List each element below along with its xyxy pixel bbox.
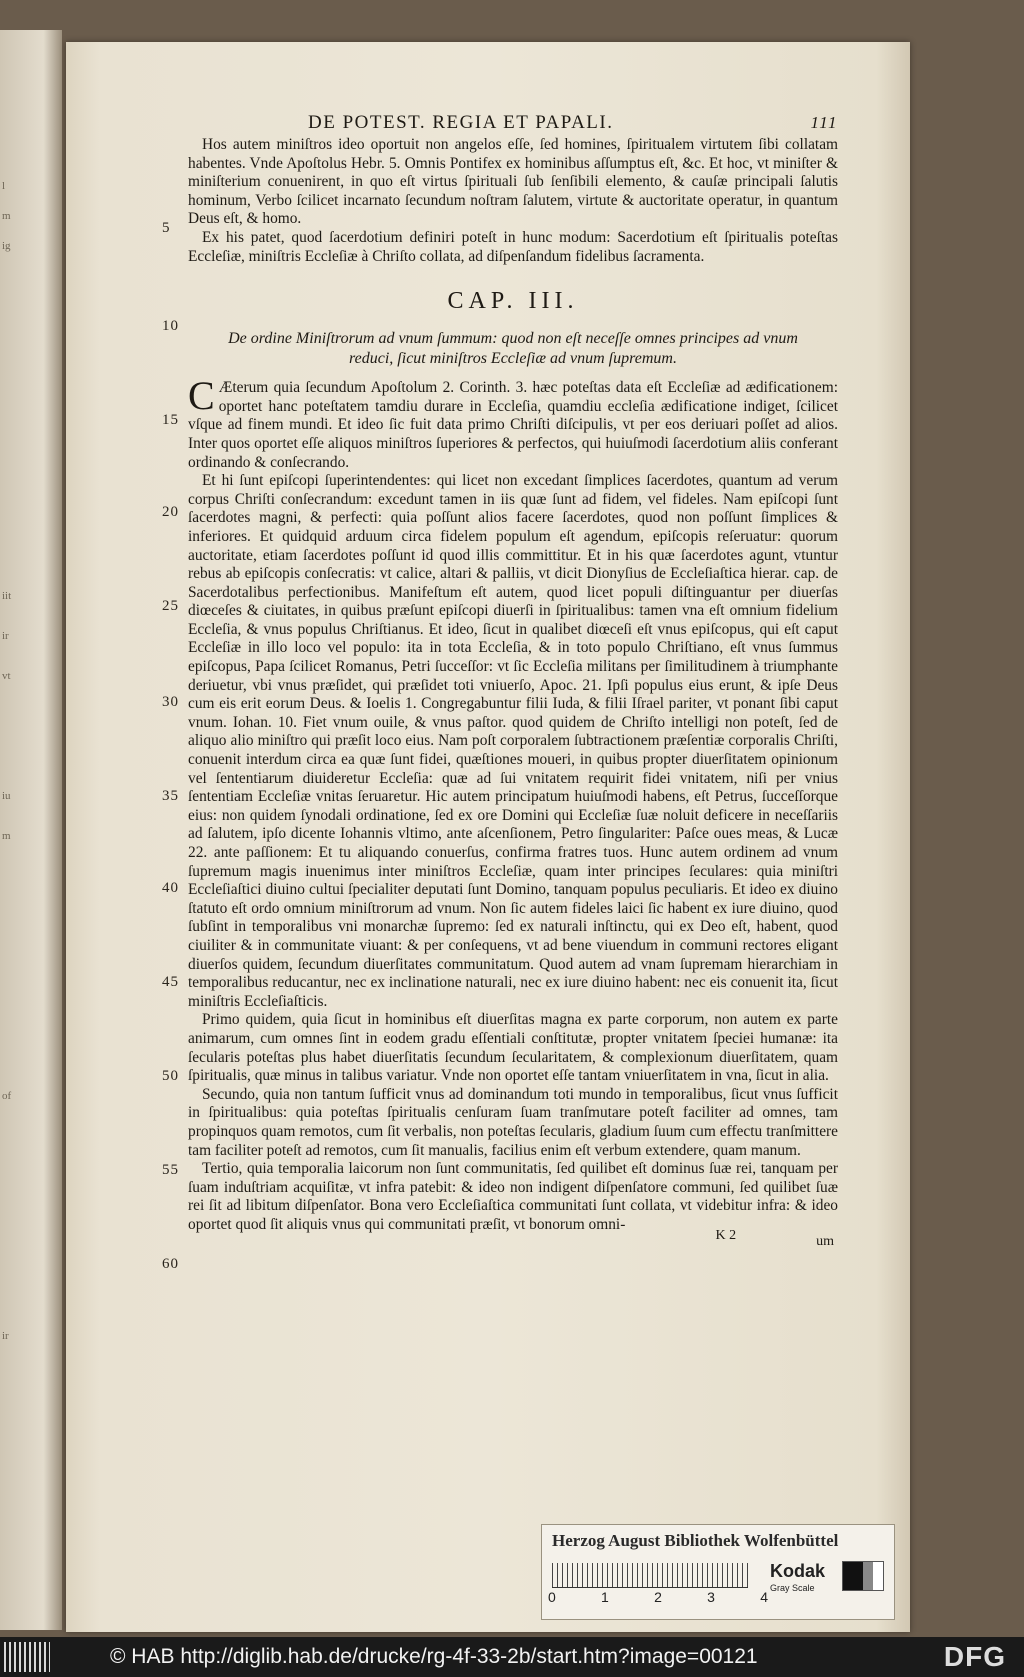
- line-number: 50: [162, 1068, 179, 1084]
- paragraph: Et hi ſunt epiſcopi ſuperintendentes: qui licet non excedant ſimplices ſacerdotes, quantum ad verum corpus Chriſti conſecrandum: excedunt tamen in iis quæ ſunt ad fidem, vel fideles. Nam epiſcopi ſunt ſacerdotes magni, & perfecti: quia poſſunt alios facere ſacerdotes, quod non poſſunt ſimplices & inferiores. Et quidquid arduum circa fidelem populum eſt agendum, epiſcopis reſeruatur: quorum auctoritate, etiam ſacerdotes poſſunt id quod illis committitur. Et in his quæ ſacerdotes agunt, vtuntur rebus ab epiſcopis conſecratis: vt calice, altari & palliis, vt dicit Dionyſius de Eccleſiaſtica hierar. cap. de Sacerdotalibus perfectionibus. Manifeſtum eſt autem, quod licet populi diſtinguantur per diuerſas diœceſes & ciuitates, in quibus præſunt epiſcopi diuerſi in ſpiritualibus: tamen vna eſt omnium fidelium Eccleſia, & vnus populus Chriſtianus. Et ideo, ſicut in qualibet diœceſi eſt vnus epiſcopus, qui eſt caput Eccleſiæ in illo loco vel populo: ita in tota Eccleſia, & in toto populo Chriſtiano, eſt vnus ſummus epiſcopus, Papa ſcilicet Romanus, Petri ſucceſſor: vt ſic Eccleſia militans per ſimilitudinem à triumphante deriuetur, vbi vnus præſidet, qui præſidet toti vniuerſo, Apoc. 21. Ipſi populus eius erunt, & ipſe Deus cum eis erit eorum Deus. & Ioelis 1. Congregabuntur filii Iuda, & filii Iſrael pariter, vt ponant ſibi caput vnum. Iohan. 10. Fiet vnum ouile, & vnus paſtor. quod quidem de Chriſto intelligi non poteſt, ſed de aliquo alio miniſtro qui præſit loco eius. Nam poſt corporalem ſubtractionem præſentiæ corporalis Chriſti, conuenit interdum circa ea quæ ſunt fidei, quæſtiones moueri, in quibus propter diuerſitatem opinionum vel ſententiarum diuideretur Eccleſia: quæ ad ſui vnitatem requirit fidei vnitatem, niſi per vnius ſententiam Eccleſiæ vnitas ſeruaretur. Hic autem principatum huiuſmodi habens, eſt Petrus, ſucceſſorque eius: non quidem ſynodali ordinatione, ſed ex ore Domini qui Eccleſiæ ſuæ noluit deficere in neceſſariis ad ſalutem, ipſo dicente Iohannis vltimo, ante aſcenſionem, Petro ſingulariter: Paſce oues meas, & Lucæ 22. ante paſſionem: Et tu aliquando conuerſus, confirma fratres tuos. Hunc autem ordinem ad vnum ſupremum magis inuenimus inter miniſtros Eccleſiæ, quam inter principes ſeculares: quia miniſtri Eccleſiaſtici diuino cultui ſpecialiter deputati ſunt Domino, tanquam populus peculiaris. Et ideo ex diuino ſtatuto eſt ordo omnium miniſtrorum ad vnum. Non ſic autem fideles laici ſic habent ex iure diuino, quod ſubſint in temporalibus vni monarchæ ſupremo: ſed ex naturali inſtinctu, qui ex Deo eſt, habent, quod ciuiliter & in communitate viuant: & per conſequens, vt ad bene viuendum in communi rectores eligant diuerſos quidem, ſecundum diuerſitates communitatum. Quod autem ad vnam ſupremam hierarchiam in temporalibus reducantur, nec ex inclinatione naturali, nec ex iure diuino habent: nec eis conuenit ita, ſicut miniſtris Eccleſiaſticis.: [188, 472, 838, 1010]
- running-title: DE POTEST. REGIA ET PAPALI.: [308, 112, 614, 133]
- gray-scale-label: Gray Scale: [770, 1583, 815, 1593]
- line-number: 35: [162, 788, 179, 804]
- dfg-logo: DFG: [943, 1641, 1006, 1672]
- catchword: um: [816, 1234, 834, 1250]
- chapter-heading: CAP. III.: [447, 288, 579, 315]
- ruler-number: 2: [654, 1589, 662, 1605]
- line-number: 40: [162, 880, 179, 896]
- ruler-number: 3: [707, 1589, 715, 1605]
- line-number: 5: [162, 220, 171, 236]
- facing-page-edge: l m ig iit ir vt iu m of ir: [0, 30, 62, 1630]
- book-page: [66, 42, 910, 1632]
- gray-scale-swatch: [842, 1561, 884, 1591]
- line-number: 15: [162, 412, 179, 428]
- paragraph: Primo quidem, quia ſicut in hominibus eſt diuerſitas magna ex parte corporum, non autem ex parte animarum, cum omnes ſint in eodem gradu eſſentiali conſtitutæ, propter vnitatem ſpeciei humanæ: ita ſecularis poteſtas plus habet diuerſitatis ſecundum ſecularitatem, & complexionum diuerſitatem, quam ſpiritualis, quæ minus in talibus variatur. Vnde non oportet eſſe tantam vniuerſitatem in vna, ſicut in alia.: [188, 1011, 838, 1085]
- paragraph: Secundo, quia non tantum ſufficit vnus ad dominandum toti mundo in temporalibus, ſicut vnus ſufficit in ſpiritualibus: quia poteſtas ſpiritualis cenſuram ſuam tranſmutare poteſt faciliter ad omnes, tam propinquos quam remotos, cum ſit verbalis, non poteſtas ſecularis, gladium ſuum cum effectu tranſmittere tam faciliter poteſt ad remotos, cum ſit manualis, facilius enim eſt verbum extendere, quam manum.: [188, 1085, 838, 1159]
- folio-number: 111: [810, 113, 838, 132]
- ruler-number: 4: [760, 1589, 768, 1605]
- paragraph-text: Æterum quia ſecundum Apoſtolum 2. Corinth. 3. hæc poteſtas data eſt Eccleſiæ ad ædificationem: oportet hanc poteſtatem tamdiu durare in Eccleſia, quamdiu eccleſia ædificatione indiget, ſcilicet vſque ad finem mundi. Et ideo ſic fuit data primo Chriſti diſcipulis, vt per eos deriuari poſſet ad alios. Inter quos oportet eſſe aliquos miniſtros ſuperiores & perfectos, qui huiuſmodi ſacerdotium aliis conferant ordinando & conſecrando.: [188, 379, 838, 471]
- chapter-subtitle: De ordine Miniſtrorum ad vnum ſummum: quod non eſt neceſſe omnes principes ad vnum reduci, ſicut miniſtros Eccleſiæ ad vnum ſupremum.: [228, 330, 798, 368]
- library-name: Herzog August Bibliothek Wolfenbüttel: [552, 1531, 839, 1550]
- source-url[interactable]: © HAB http://diglib.hab.de/drucke/rg-4f-33-2b/start.htm?image=00121: [110, 1645, 758, 1668]
- line-number: 30: [162, 694, 179, 710]
- line-number: 25: [162, 598, 179, 614]
- line-number: 20: [162, 504, 179, 520]
- drop-cap: C: [188, 373, 215, 419]
- running-head: [188, 112, 838, 134]
- page-text: [188, 112, 838, 1250]
- line-number: 55: [162, 1162, 179, 1178]
- line-number: 45: [162, 974, 179, 990]
- kodak-logo: Kodak: [770, 1561, 826, 1581]
- ruler-numbers: [548, 1589, 768, 1605]
- signature-mark: K 2: [715, 1228, 737, 1244]
- paragraph: Tertio, quia temporalia laicorum non ſunt communitatis, ſed quilibet eſt dominus ſuæ rei, tanquam per ſuam induſtriam acquiſitæ, vt infra patebit: & ideo non indigent diſpenſatore communi, ſed quilibet ſuæ rei ſit ad libitum diſpenſator. Bona vero Eccleſiaſtica communitati ſunt collata, vt videbitur infra: & ideo oportet quod ſit aliquis vnus qui communitati præſit, vt bonorum omni-: [188, 1160, 838, 1233]
- line-number: 60: [162, 1256, 179, 1272]
- paragraph: Hos autem miniſtros ideo oportuit non angelos eſſe, ſed homines, ſpiritualem virtutem ſibi collatam habentes. Vnde Apoſtolus Hebr. 5. Omnis Pontifex ex hominibus aſſumptus eſt, &c. Et hoc, vt miniſter & miniſterium conuenirent, in quo eſt virtus ſpirituali ſub ſenſibili elemento, & cauſæ principali ſalutis hominum, Verbo ſcilicet incarnato ſecundum noſtram ſalutem, virtute & auctoritate operatur, in quantum Deus eſt, & homo.: [188, 136, 838, 228]
- ruler-number: 1: [601, 1589, 609, 1605]
- paragraph: Ex his patet, quod ſacerdotium definiri poteſt in hunc modum: Sacerdotium eſt ſpiritualis poteſtas Eccleſiæ, miniſtris Eccleſiæ à Chriſto collata, ad diſpenſandum fidelibus ſacramenta.: [188, 228, 838, 265]
- line-number: 10: [162, 318, 179, 334]
- paragraph: [188, 373, 838, 472]
- measurement-ruler: [552, 1563, 748, 1588]
- page-signature-line: [188, 1228, 838, 1250]
- ruler-number: 0: [548, 1589, 556, 1605]
- hab-logo-icon: [4, 1642, 50, 1672]
- footer-bar: [0, 1637, 1024, 1677]
- library-color-card: [541, 1524, 895, 1620]
